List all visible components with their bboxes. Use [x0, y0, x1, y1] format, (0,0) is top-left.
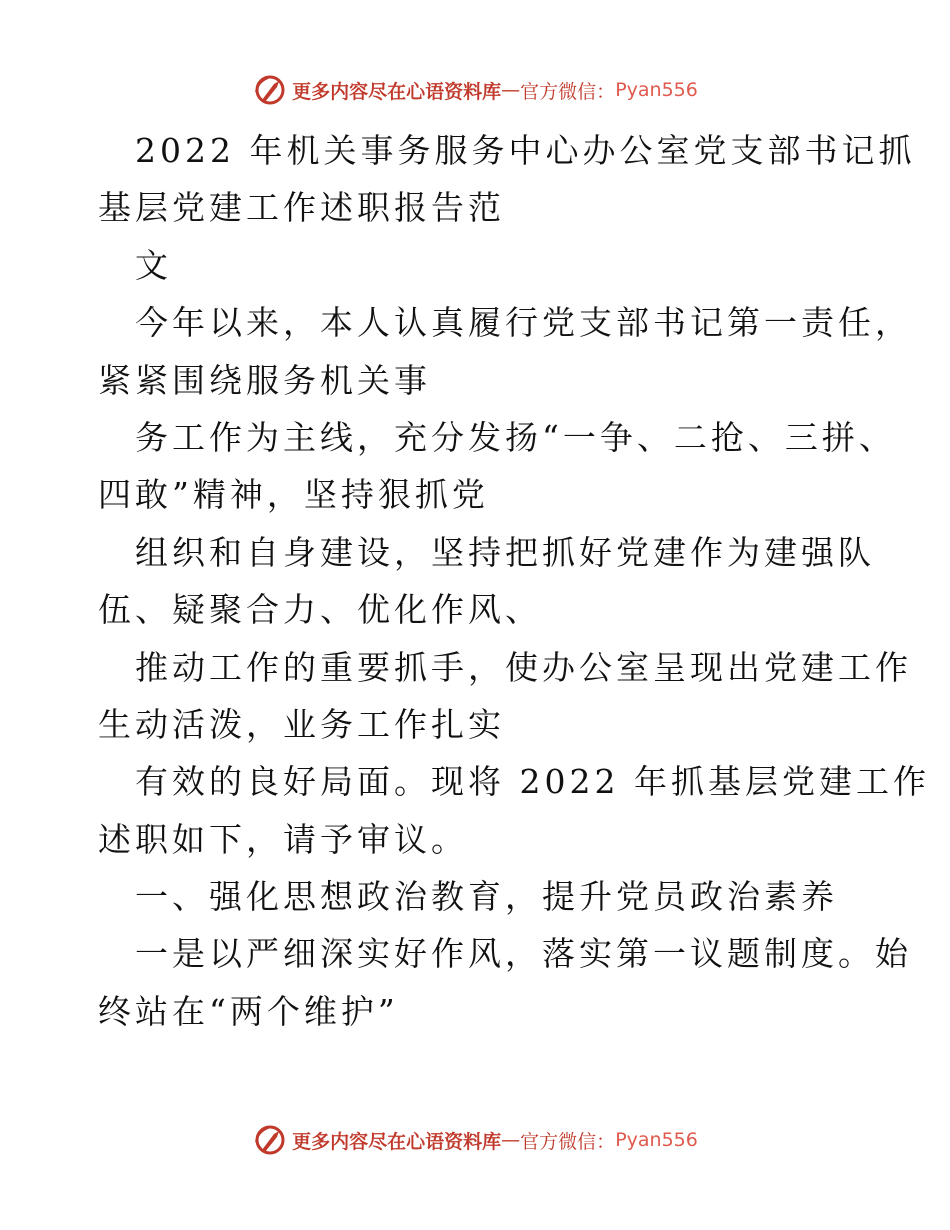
- text-line: 紧紧围绕服务机关事: [98, 360, 431, 400]
- watermark-dash: —: [501, 79, 521, 101]
- watermark-label: 官方微信：: [520, 80, 616, 103]
- watermark-id: Pyan556: [615, 79, 698, 101]
- text-line: 推动工作的重要抓手，使办公室呈现出党建工作: [135, 647, 912, 687]
- text-line: 有效的良好局面。现将 2022 年抓基层党建工作: [135, 762, 930, 802]
- watermark-main-text: 更多内容尽在心语资料库: [292, 80, 502, 103]
- text-line: 文: [135, 245, 172, 285]
- text-line: 务工作为主线，充分发扬“一争、二抢、三拼、: [135, 417, 896, 457]
- text-line: 述职如下，请予审议。: [98, 819, 468, 859]
- watermark-dash: —: [501, 1129, 521, 1151]
- watermark-main-text: 更多内容尽在心语资料库: [292, 1130, 502, 1153]
- footer-watermark: [0, 1120, 950, 1160]
- text-line: 伍、疑聚合力、优化作风、: [98, 590, 542, 630]
- header-watermark: [0, 70, 950, 110]
- text-line: 组织和自身建设，坚持把抓好党建作为建强队: [135, 532, 875, 572]
- text-line: 今年以来，本人认真履行党支部书记第一责任，: [135, 303, 912, 343]
- watermark-label: 官方微信：: [520, 1130, 616, 1153]
- document-body: [98, 122, 930, 1040]
- pen-nib-circle-icon: [252, 1122, 288, 1158]
- text-line: 生动活泼，业务工作扎实: [98, 704, 505, 744]
- text-line: 四敢”精神，坚持狠抓党: [98, 475, 489, 515]
- text-line: 2022 年机关事务服务中心办公室党支部书记抓: [135, 131, 916, 170]
- text-line: 一、强化思想政治教育，提升党员政治素养: [135, 877, 838, 917]
- text-line: 终站在“两个维护”: [98, 991, 399, 1031]
- text-line: 基层党建工作述职报告范: [98, 188, 505, 228]
- watermark-id: Pyan556: [615, 1129, 698, 1151]
- pen-nib-circle-icon: [252, 72, 288, 108]
- text-line: 一是以严细深实好作风，落实第一议题制度。始: [135, 934, 912, 974]
